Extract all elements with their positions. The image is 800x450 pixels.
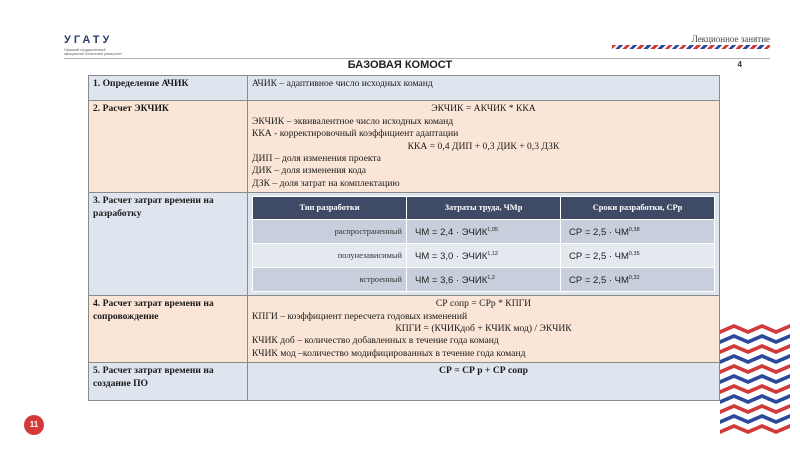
inner-row [253, 220, 715, 244]
development-type-table [252, 196, 715, 292]
logo-title: УГАТУ [64, 34, 113, 46]
time-formula: СР = 2,5 · ЧМ$^{0,32}$ [561, 268, 715, 292]
row-content [248, 363, 720, 400]
row-label: 1. Определение АЧИК [89, 76, 248, 101]
row-content [248, 193, 720, 296]
formula-text: ЭКЧИК = АКЧИК * ККА [431, 103, 536, 115]
table-row [89, 76, 720, 101]
row-content [248, 296, 720, 363]
formula-text: СР = СР р + СР сопр [439, 365, 528, 377]
labor-formula: ЧМ = 3,0 · ЭЧИК$^{1,12}$ [407, 244, 561, 268]
row-label: 4. Расчет затрат времени на сопровождение [89, 296, 248, 363]
slide-number-badge: 11 [24, 415, 44, 435]
table-row [89, 193, 720, 296]
university-logo [64, 34, 124, 56]
decorative-stripe [612, 45, 770, 49]
development-type: встроенный [253, 268, 407, 292]
table-row [89, 363, 720, 400]
definition-text: ДИП – доля изменения проекта [252, 153, 381, 165]
formula-text: КПГИ = (КЧИКдоб + КЧИК мод) / ЭКЧИК [395, 323, 572, 335]
definition-text: КЧИК мод –количество модифицированных в течение года команд [252, 347, 526, 359]
definition-text: ЭКЧИК – эквивалентное число исходных команд [252, 115, 454, 127]
definition-text: ДЗК – доля затрат на комплектацию [252, 177, 400, 189]
lecture-label: Лекционное занятие [691, 34, 770, 44]
column-header: Тип разработки [253, 197, 407, 220]
labor-formula: ЧМ = 2,4 · ЭЧИК$^{1,05}$ [407, 220, 561, 244]
formula-text: ККА = 0,4 ДИП + 0,3 ДИК + 0,3 ДЗК [407, 140, 560, 152]
row-content [248, 76, 720, 101]
definition-text: КЧИК доб – количество добавленных в течение года команд [252, 335, 499, 347]
row-label: 3. Расчет затрат времени на разработку [89, 193, 248, 296]
column-header: Затраты труда, ЧМр [407, 197, 561, 220]
formula-text: СР сопр = СРр * КПГИ [435, 298, 532, 310]
inner-row [253, 268, 715, 292]
table-row [89, 296, 720, 363]
page-title: БАЗОВАЯ КОМОСТ [347, 59, 453, 71]
table-row [89, 101, 720, 193]
decorative-chevrons-icon [712, 324, 792, 442]
inner-header-row [253, 197, 715, 220]
definition-text: КПГИ – коэффициент пересчета годовых изменений [252, 310, 468, 322]
logo-subtitle: Уфимский государственный авиационный технический университет [64, 48, 123, 56]
labor-formula: ЧМ = 3,6 · ЭЧИК$^{1,2}$ [407, 268, 561, 292]
definition-text: ДИК – доля изменения кода [252, 165, 367, 177]
page-number: 4 [737, 60, 742, 69]
inner-row [253, 244, 715, 268]
time-formula: СР = 2,5 · ЧМ$^{0,35}$ [561, 244, 715, 268]
row-content [248, 101, 720, 193]
development-type: полунезависимый [253, 244, 407, 268]
definition-text: АЧИК – адаптивное число исходных команд [252, 78, 433, 89]
development-type: распространенный [253, 220, 407, 244]
definition-text: ККА - корректировочный коэффициент адаптации [252, 128, 459, 140]
time-formula: СР = 2,5 · ЧМ$^{0,38}$ [561, 220, 715, 244]
comost-table [88, 75, 720, 401]
row-label: 5. Расчет затрат времени на создание ПО [89, 363, 248, 400]
row-label: 2. Расчет ЭКЧИК [89, 101, 248, 193]
column-header: Сроки разработки, СРр [561, 197, 715, 220]
